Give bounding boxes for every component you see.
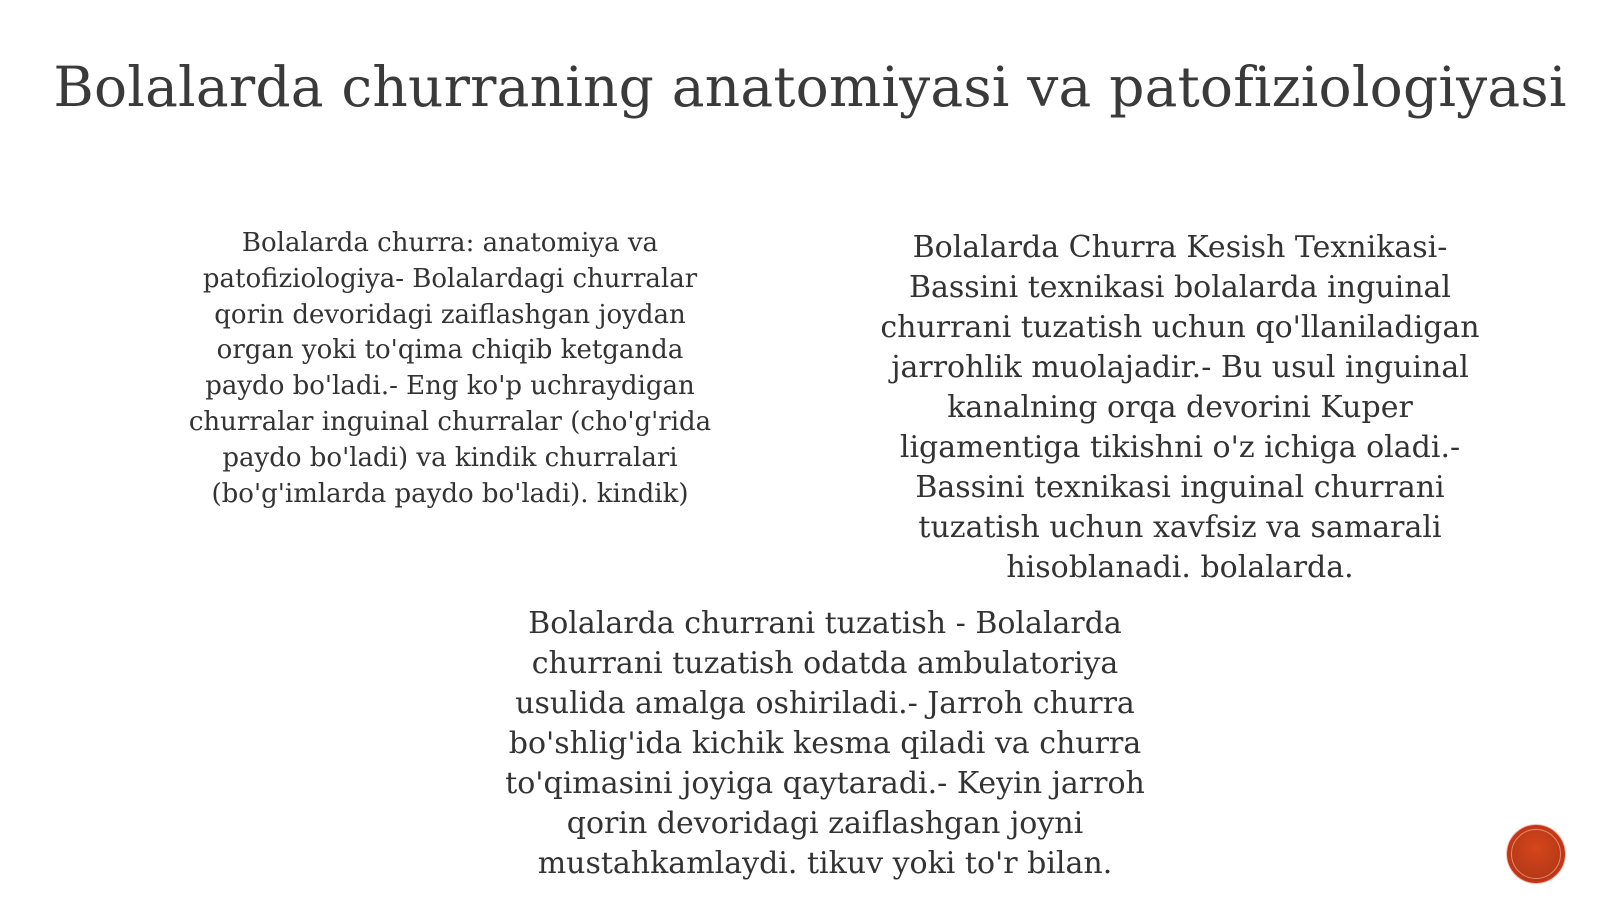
left-text-line: organ yoki to'qima chiqib ketganda	[216, 335, 684, 366]
circle-button-icon	[1511, 829, 1561, 879]
left-text-line: qorin devoridagi zaiflashgan joydan	[214, 299, 686, 330]
left-text-line: Bolalarda churra: anatomiya va	[241, 228, 659, 258]
slide-title: Bolalarda churraning anatomiyasi va patofiziologiyasi	[53, 55, 1567, 119]
left-text-line: churralar inguinal churralar (cho'g'rida	[188, 406, 712, 437]
bottom-text-line: bo'shlig'ida kichik kesma qiladi va churra	[508, 726, 1142, 761]
right-text-line: Bolalarda Churra Kesish Texnikasi-	[912, 230, 1448, 265]
bottom-text-line: qorin devoridagi zaiflashgan joyni	[566, 806, 1084, 841]
bottom-text-line: usulida amalga oshiriladi.- Jarroh churra	[515, 686, 1135, 721]
right-text-line: Bassini texnikasi inguinal churrani	[915, 470, 1445, 505]
right-text-line: ligamentiga tikishni o'z ichiga oladi.-	[899, 430, 1461, 465]
right-text-line: hisoblanadi. bolalarda.	[1006, 550, 1354, 585]
bottom-text-line: mustahkamlaydi. tikuv yoki to'r bilan.	[537, 846, 1113, 881]
bottom-text-line: churrani tuzatish odatda ambulatoriya	[531, 646, 1119, 681]
bottom-text-line: to'qimasini joyiga qaytaradi.- Keyin jarroh	[505, 766, 1145, 801]
left-text-line: patofiziologiya- Bolalardagi churralar	[202, 263, 698, 294]
slide-nav-button[interactable]	[1507, 825, 1565, 883]
right-text-block	[835, 228, 1525, 588]
bottom-text-line: Bolalarda churrani tuzatish - Bolalarda	[528, 606, 1122, 641]
right-text-line: jarrohlik muolajadir.- Bu usul inguinal	[891, 350, 1469, 385]
right-text-line: kanalning orqa devorini Kuper	[947, 390, 1413, 425]
left-text-line: (bo'g'imlarda paydo bo'ladi). kindik)	[211, 478, 689, 509]
left-text-line: paydo bo'ladi) va kindik churralari	[222, 442, 678, 473]
bottom-text-block	[470, 604, 1180, 884]
left-text-block	[150, 226, 750, 512]
right-text-line: Bassini texnikasi bolalarda inguinal	[908, 270, 1452, 305]
left-text-line: paydo bo'ladi.- Eng ko'p uchraydigan	[205, 371, 695, 402]
right-text-line: tuzatish uchun xavfsiz va samarali	[918, 510, 1442, 545]
right-text-line: churrani tuzatish uchun qo'llaniladigan	[880, 310, 1480, 345]
